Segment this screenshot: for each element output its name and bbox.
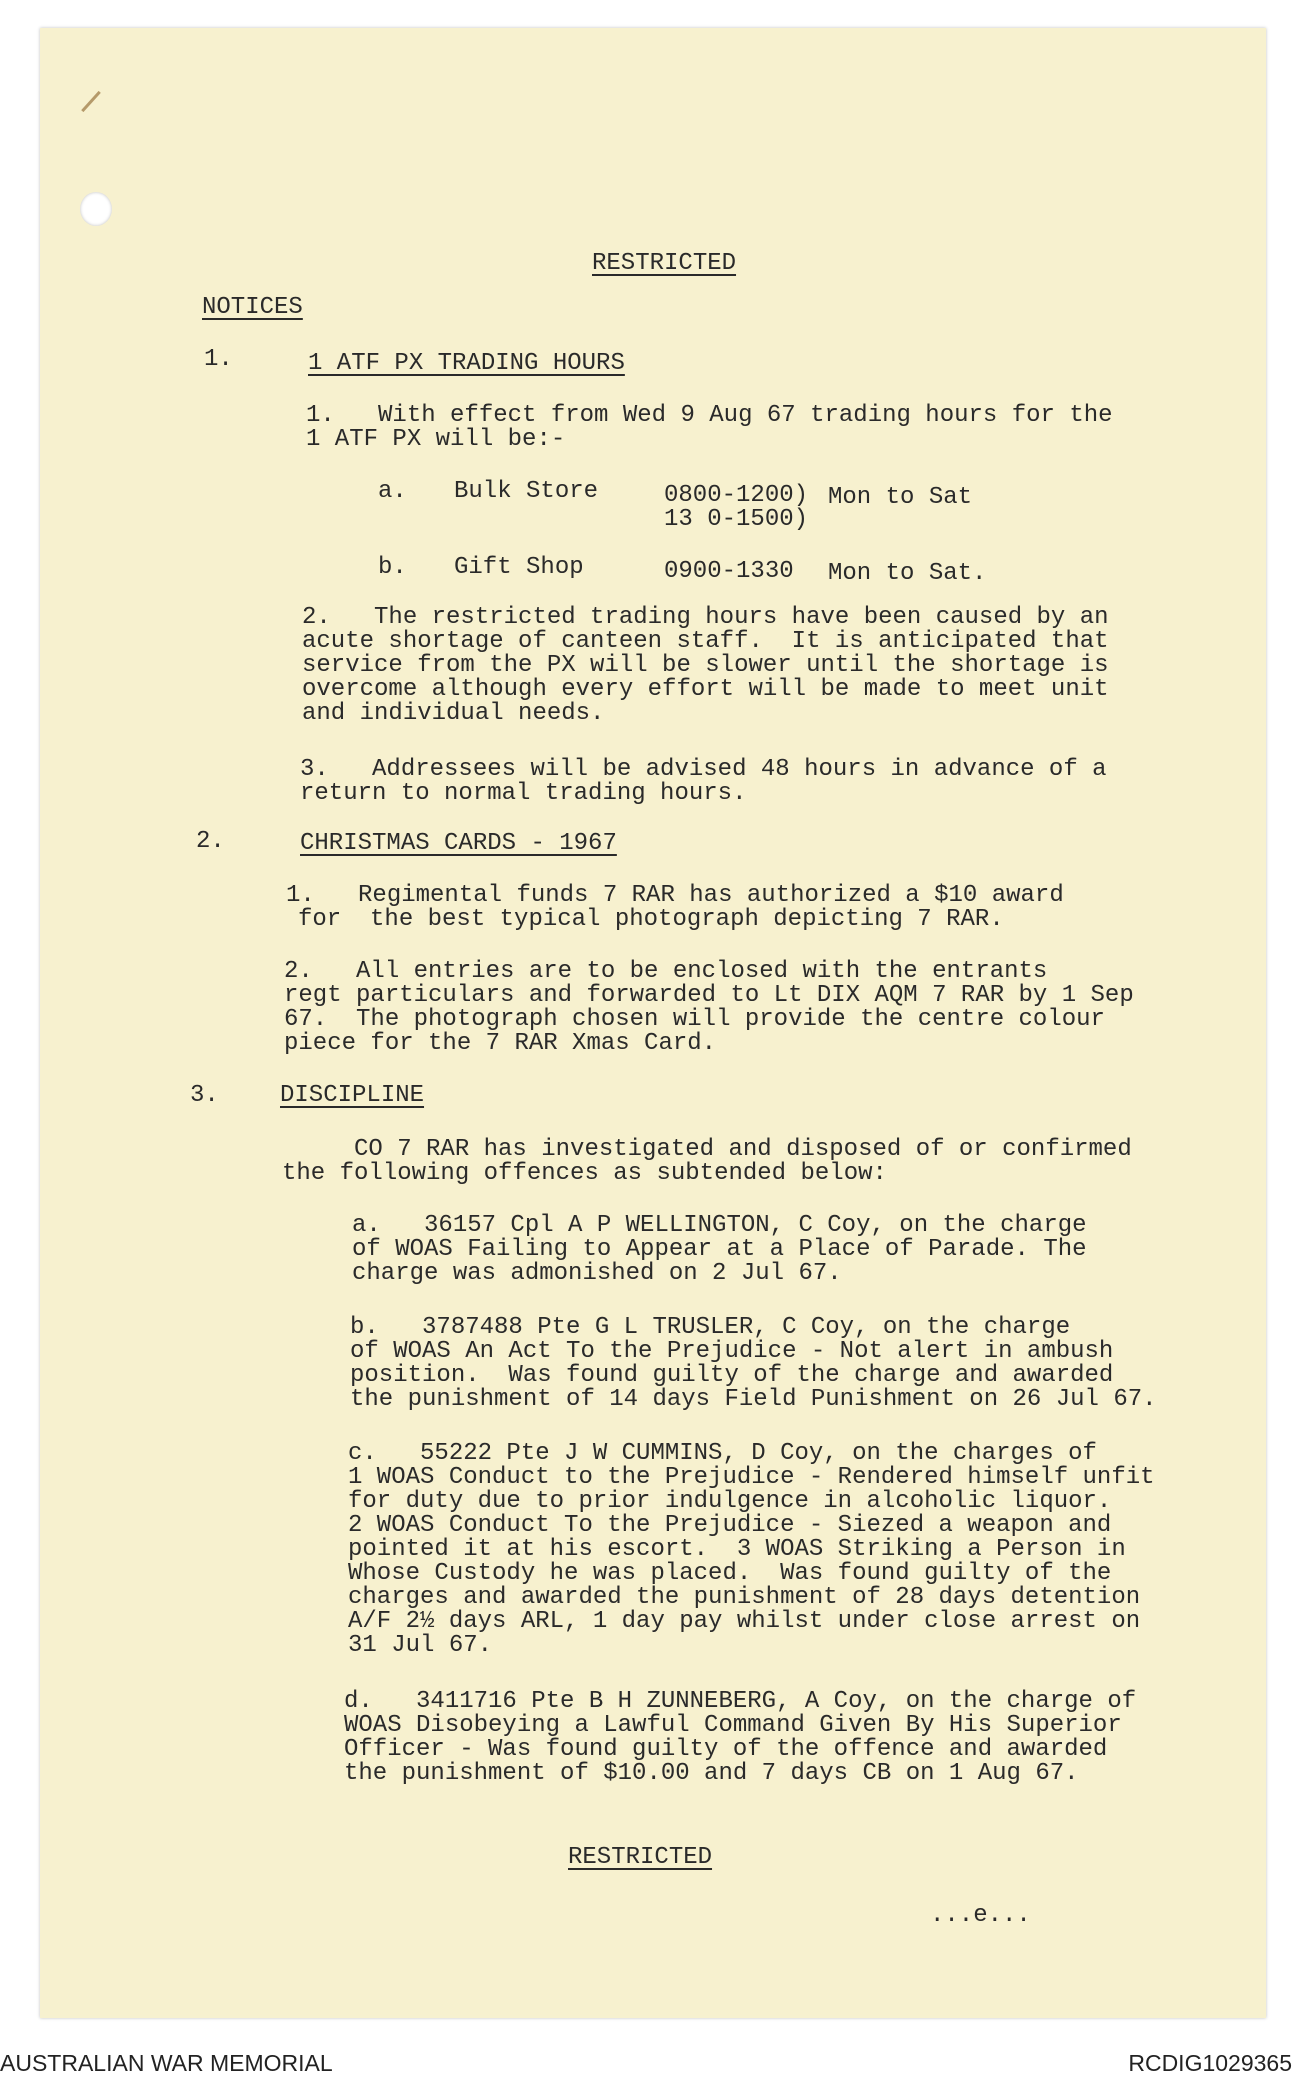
item-b-time: 0900-1330 [664,558,794,585]
item-b-label: Gift Shop [454,554,584,581]
s1-p2-line1: 2. The restricted trading hours have been caused by an [302,604,1109,631]
s2-p2-line3: 67. The photograph chosen will provide the centre colour [284,1006,1105,1033]
archive-credit: AUSTRALIAN WAR MEMORIAL [0,2050,333,2076]
s3-b-line4: the punishment of 14 days Field Punishment on 26 Jul 67. [350,1386,1157,1413]
s3-c-line8: A/F 2½ days ARL, 1 day pay whilst under close arrest on [348,1608,1141,1635]
s3-a-line1: a. 36157 Cpl A P WELLINGTON, C Coy, on the charge [352,1212,1087,1239]
s3-d-line3: Officer - Was found guilty of the offence and awarded [344,1736,1108,1763]
s3-c-line9: 31 Jul 67. [348,1632,493,1659]
s3-b-line3: position. Was found guilty of the charge and awarded [350,1362,1114,1389]
s3-intro-line2: the following offences as subtended below: [282,1160,887,1187]
continuation-mark: ...e... [930,1902,1031,1929]
s1-p2-line2: acute shortage of canteen staff. It is anticipated that [302,628,1109,655]
item-a-letter: a. [378,478,407,505]
s1-p2-line4: overcome although every effort will be made to meet unit [302,676,1109,703]
s1-p2-line5: and individual needs. [302,700,605,727]
section-3-title: DISCIPLINE [280,1082,425,1109]
s3-a-line2: of WOAS Failing to Appear at a Place of Parade. The [352,1236,1087,1263]
item-a-days: Mon to Sat [828,484,973,511]
notices-title: NOTICES [202,294,303,321]
s2-p2-line4: piece for the 7 RAR Xmas Card. [284,1030,717,1057]
s3-c-line2: 1 WOAS Conduct to the Prejudice - Rendered himself unfit [348,1464,1155,1491]
s1-p1-line1: 1. With effect from Wed 9 Aug 67 trading hours for the [306,402,1113,429]
s3-intro-line1: CO 7 RAR has investigated and disposed of or confirmed [354,1136,1132,1163]
s3-a-line3: charge was admonished on 2 Jul 67. [352,1260,842,1287]
section-2-title: CHRISTMAS CARDS - 1967 [300,830,617,857]
item-a-time1: 0800-1200) [664,482,809,509]
item-b-letter: b. [378,554,407,581]
s2-p1-line1: 1. Regimental funds 7 RAR has authorized a $10 award [286,882,1064,909]
s1-p3-line1: 3. Addressees will be advised 48 hours in advance of a [300,756,1107,783]
s1-p1-line2: 1 ATF PX will be:- [306,426,566,453]
s3-c-line7: charges and awarded the punishment of 28 days detention [348,1584,1141,1611]
classification-footer: RESTRICTED [568,1844,713,1871]
item-a-label: Bulk Store [454,478,599,505]
s3-c-line3: for duty due to prior indulgence in alcoholic liquor. [348,1488,1112,1515]
section-3-number: 3. [190,1082,219,1109]
item-a-time2: 13 0-1500) [664,506,809,533]
s3-c-line6: Whose Custody he was placed. Was found guilty of the [348,1560,1112,1587]
s2-p1-line2: for the best typical photograph depicting 7 RAR. [298,906,1004,933]
classification-header: RESTRICTED [592,250,737,277]
item-b-days: Mon to Sat. [828,560,987,587]
s2-p2-line2: regt particulars and forwarded to Lt DIX AQM 7 RAR by 1 Sep [284,982,1134,1009]
s3-d-line2: WOAS Disobeying a Lawful Command Given By His Superior [344,1712,1122,1739]
section-1-number: 1. [204,346,233,373]
s1-p3-line2: return to normal trading hours. [300,780,747,807]
s1-p2-line3: service from the PX will be slower until the shortage is [302,652,1109,679]
punch-hole [80,192,112,226]
s3-b-line2: of WOAS An Act To the Prejudice - Not alert in ambush [350,1338,1114,1365]
s3-b-line1: b. 3787488 Pte G L TRUSLER, C Coy, on the charge [350,1314,1071,1341]
s3-d-line4: the punishment of $10.00 and 7 days CB on 1 Aug 67. [344,1760,1079,1787]
s3-c-line1: c. 55222 Pte J W CUMMINS, D Coy, on the charges of [348,1440,1097,1467]
s3-c-line5: pointed it at his escort. 3 WOAS Striking a Person in [348,1536,1126,1563]
section-1-title: 1 ATF PX TRADING HOURS [308,350,625,377]
s3-d-line1: d. 3411716 Pte B H ZUNNEBERG, A Coy, on the charge of [344,1688,1137,1715]
archive-id: RCDIG1029365 [1128,2050,1292,2076]
s2-p2-line1: 2. All entries are to be enclosed with the entrants [284,958,1048,985]
section-2-number: 2. [196,828,225,855]
s3-c-line4: 2 WOAS Conduct To the Prejudice - Siezed a weapon and [348,1512,1112,1539]
